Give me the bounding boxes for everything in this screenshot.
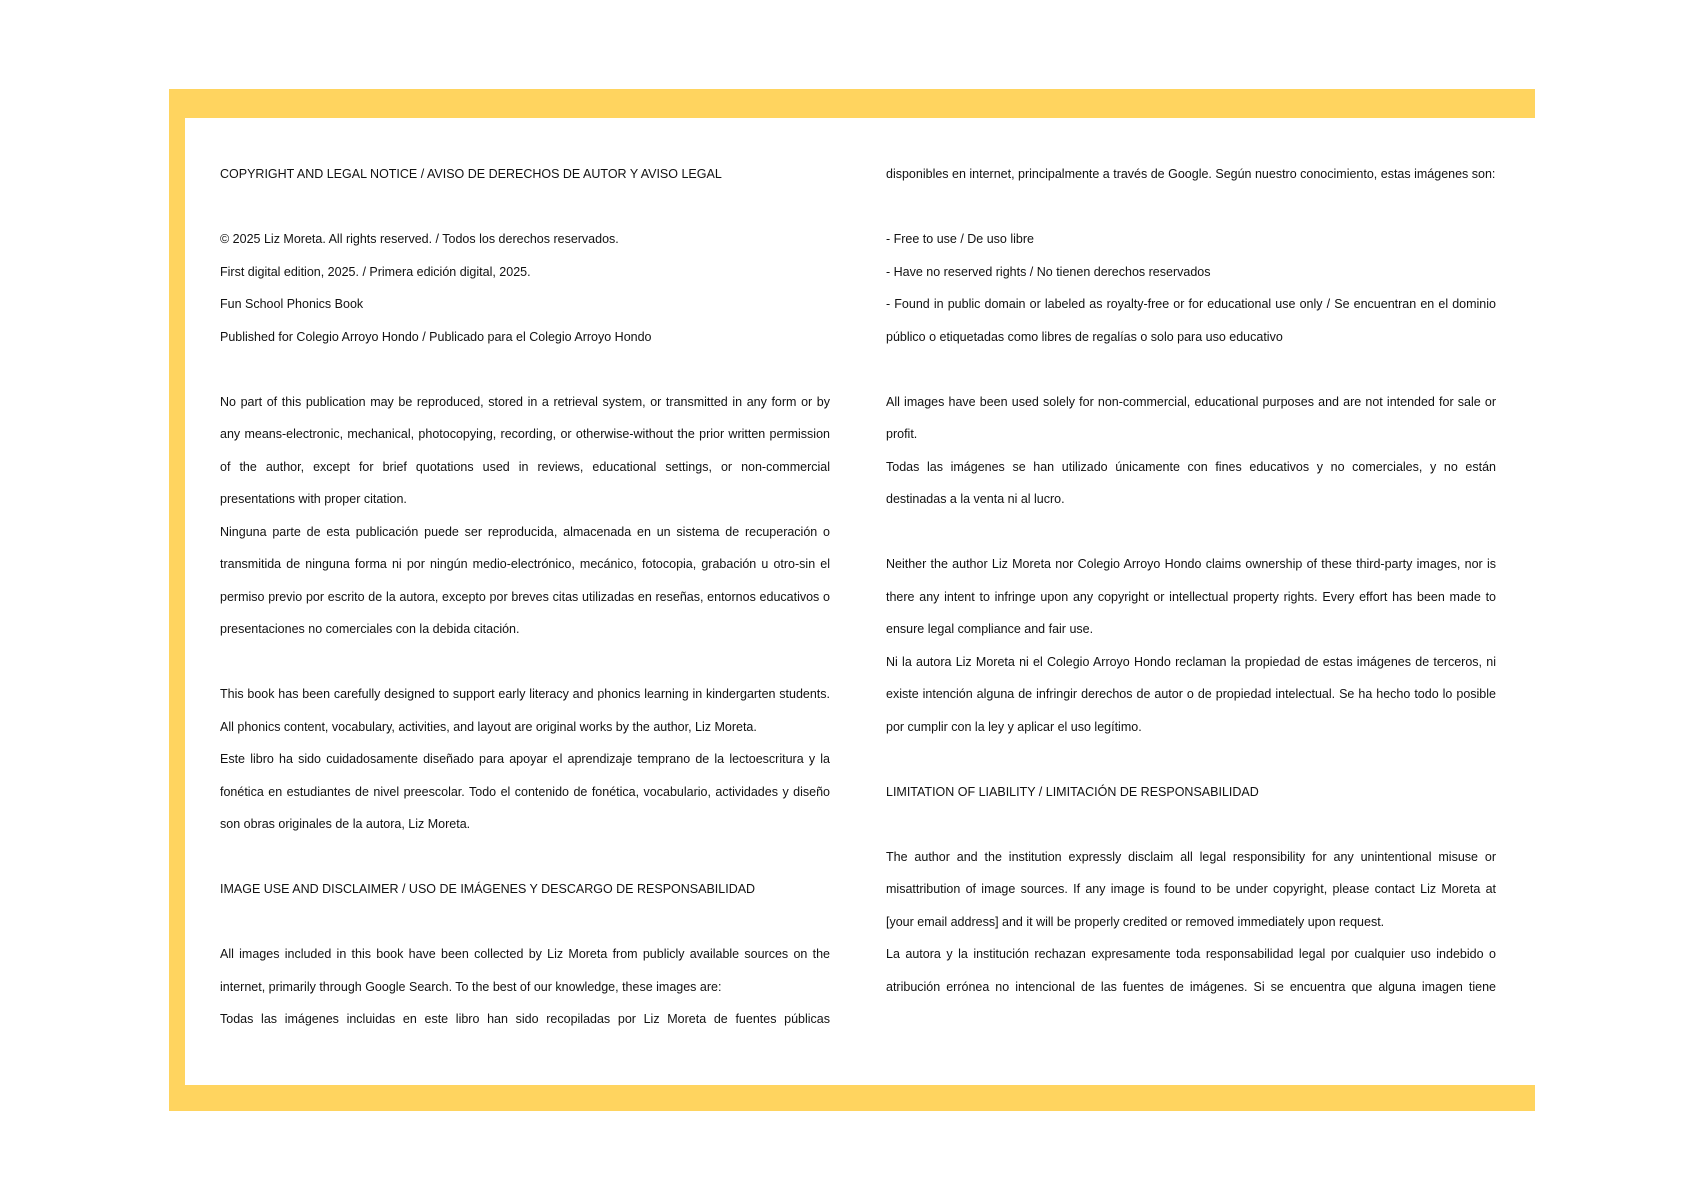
images-notice-es-continued: disponibles en internet, principalmente a través de Google. Según nuestro conocimiento, estas imágenes son: — [886, 167, 1496, 181]
heading-images: IMAGE USE AND DISCLAIMER / USO DE IMÁGENES Y DESCARGO DE RESPONSABILIDAD — [220, 882, 756, 896]
reproduction-notice-en: No part of this publication may be reproduced, stored in a retrieval system, or transmitted in any form or by any means-electronic, mechanical, photocopying, recording, or otherwise-without the prior written permission of the author, except for brief quotations used in reviews, educational settings, or non-commercial presentations with proper citation. — [220, 394, 830, 506]
liability-notice-es-start: La autora y la institución rechazan expresamente toda responsabilidad legal por cualquier uso indebido o atribución errónea no intencional de las fuentes de imágenes. Si se encuentra que alguna imagen tiene — [886, 947, 1496, 994]
liability-notice-en: The author and the institution expressly disclaim all legal responsibility for any unintentional misuse or misattribution of image sources. If any image is found to be under copyright, please contact Liz Moreta at [your email address] and it will be properly credited or removed immediately upon request. — [886, 849, 1496, 929]
published-for: Published for Colegio Arroyo Hondo / Publicado para el Colegio Arroyo Hondo — [220, 329, 652, 344]
reproduction-notice-es: Ninguna parte de esta publicación puede ser reproducida, almacenada en un sistema de recuperación o transmitida de ninguna forma ni por ningún medio-electrónico, mecánico, fotocopia, grabación u otro-sin el permiso previo por escrito de la autora, excepto por breves citas utilizadas en reseñas, entornos educativos o presentaciones no comerciales con la debida citación. — [220, 524, 830, 636]
images-notice-en: All images included in this book have been collected by Liz Moreta from publicly available sources on the internet, primarily through Google Search. To the best of our knowledge, these images are: — [220, 947, 830, 994]
ownership-notice-es: Ni la autora Liz Moreta ni el Colegio Arroyo Hondo reclaman la propiedad de estas imágenes de terceros, ni existe intención alguna de infringir derechos de autor o de propiedad intelectual. Se ha hecho todo lo posible por cumplir con la ley y aplicar el uso legítimo. — [886, 654, 1496, 734]
bullet-public-domain: - Found in public domain or labeled as royalty-free or for educational use only / Se encuentran en el dominio público o etiquetadas como libres de regalías o solo para uso educativo — [886, 297, 1496, 344]
book-title: Fun School Phonics Book — [220, 297, 364, 311]
left-column — [220, 158, 830, 1036]
document-page — [185, 118, 1535, 1085]
heading-copyright: COPYRIGHT AND LEGAL NOTICE / AVISO DE DERECHOS DE AUTOR Y AVISO LEGAL — [220, 167, 722, 181]
design-notice-en: This book has been carefully designed to support early literacy and phonics learning in kindergarten students. All phonics content, vocabulary, activities, and layout are original works by the author, Liz Moreta. — [220, 687, 830, 734]
noncommercial-notice-en: All images have been used solely for non-commercial, educational purposes and are not intended for sale or profit. — [886, 394, 1496, 441]
edition-line: First digital edition, 2025. / Primera edición digital, 2025. — [220, 264, 531, 279]
images-notice-es-start: Todas las imágenes incluidas en este libro han sido recopiladas por Liz Moreta de fuentes públicas — [220, 1012, 830, 1026]
design-notice-es: Este libro ha sido cuidadosamente diseñado para apoyar el aprendizaje temprano de la lectoescritura y la fonética en estudiantes de nivel preescolar. Todo el contenido de fonética, vocabulario, actividades y diseño son obras originales de la autora, Liz Moreta. — [220, 752, 830, 831]
copyright-line: © 2025 Liz Moreta. All rights reserved. / Todos los derechos reservados. — [220, 232, 619, 246]
ownership-notice-en: Neither the author Liz Moreta nor Colegio Arroyo Hondo claims ownership of these third-party images, nor is there any intent to infringe upon any copyright or intellectual property rights. Every effort has been made to ensure legal compliance and fair use. — [886, 557, 1496, 636]
noncommercial-notice-es: Todas las imágenes se han utilizado únicamente con fines educativos y no comerciales, y no están destinadas a la venta ni al lucro. — [886, 459, 1496, 506]
heading-liability: LIMITATION OF LIABILITY / LIMITACIÓN DE RESPONSABILIDAD — [886, 784, 1259, 799]
bullet-free-to-use: - Free to use / De uso libre — [886, 232, 1034, 246]
right-column — [886, 158, 1496, 1003]
bullet-no-reserved-rights: - Have no reserved rights / No tienen derechos reservados — [886, 264, 1211, 279]
